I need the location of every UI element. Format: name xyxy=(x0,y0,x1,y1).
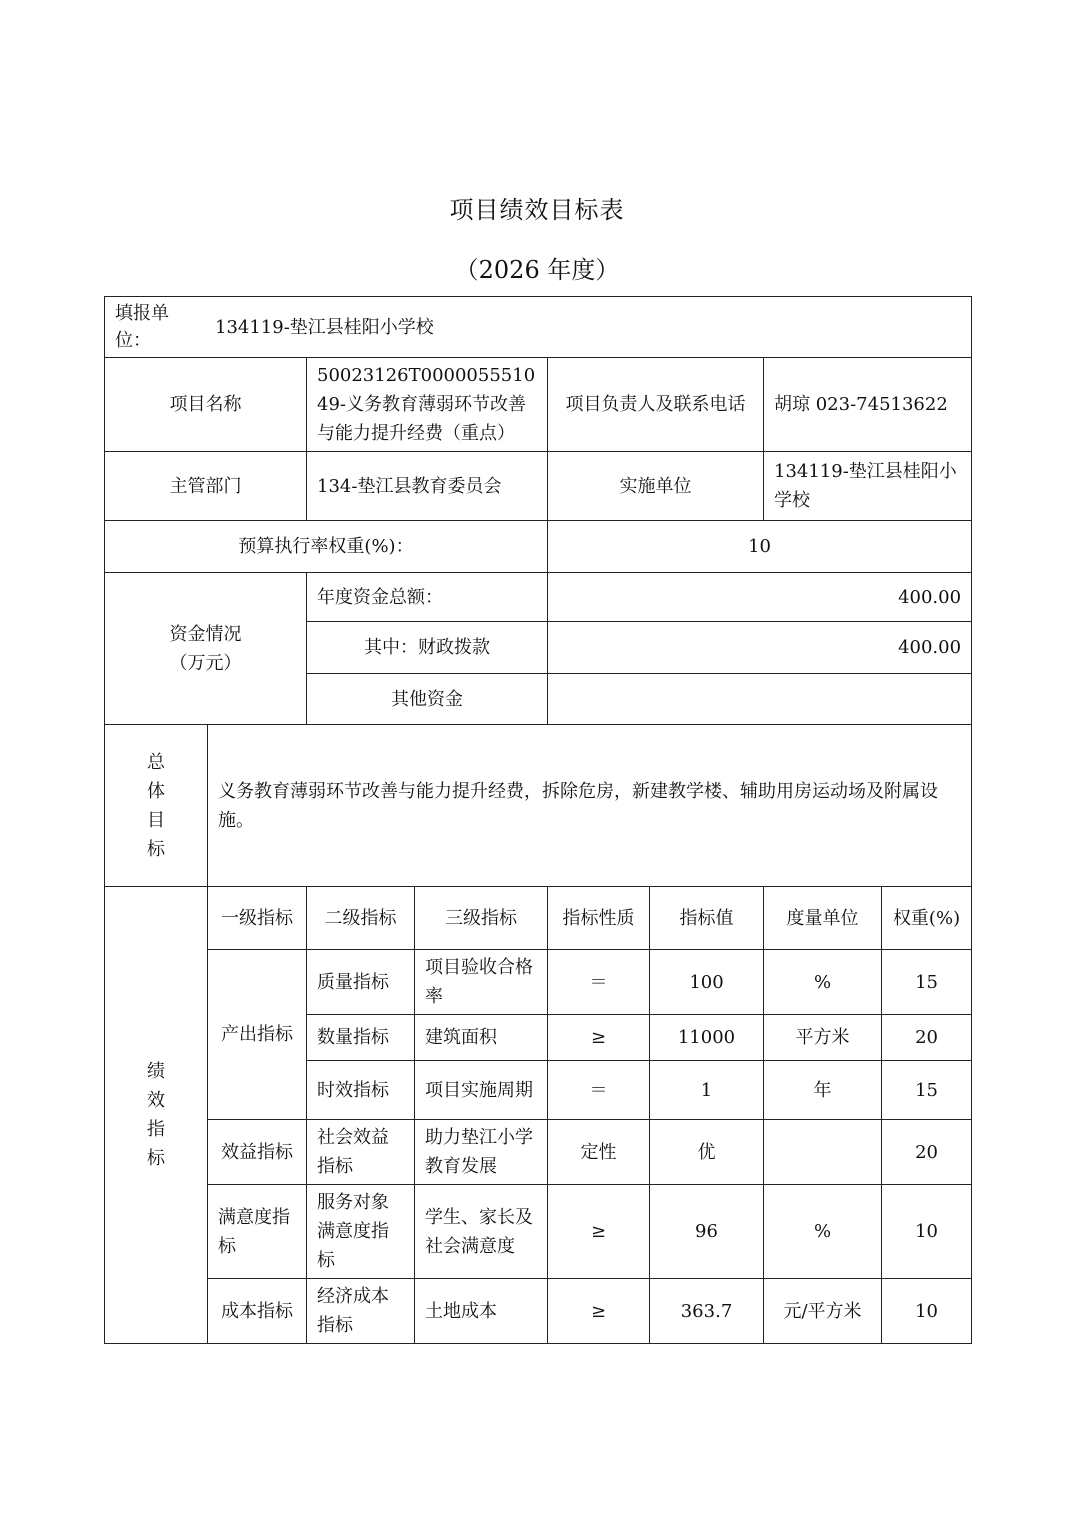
row-nature: ≥ xyxy=(548,1185,650,1279)
row-weight: 10 xyxy=(882,1185,972,1279)
header-value: 指标值 xyxy=(650,887,764,950)
row-nature: ＝ xyxy=(548,1061,650,1120)
row-nature: ≥ xyxy=(548,1279,650,1344)
funds-label-line2: （万元） xyxy=(169,652,242,674)
group-satisfaction: 满意度指标 xyxy=(208,1185,307,1279)
indicator-header-row xyxy=(105,887,972,950)
row-value: 优 xyxy=(650,1120,764,1185)
row-nature: ＝ xyxy=(548,950,650,1015)
page-title: 项目绩效目标表 xyxy=(449,196,625,224)
header-level1: 一级指标 xyxy=(208,887,307,950)
table-row xyxy=(105,1185,972,1279)
project-contact-value: 胡琼 023-74513622 xyxy=(764,358,972,452)
goal-label-char: 目 xyxy=(147,809,165,831)
indicators-label-char: 效 xyxy=(147,1090,165,1111)
group-cost: 成本指标 xyxy=(208,1279,307,1344)
table-row xyxy=(105,1120,972,1185)
project-contact-label: 项目负责人及联系电话 xyxy=(548,358,764,452)
funds-fiscal-label: 其中：财政拨款 xyxy=(307,622,548,674)
row-level2: 数量指标 xyxy=(307,1015,415,1061)
unit-label: 填报单位： xyxy=(115,303,169,351)
row-unit: 元/平方米 xyxy=(764,1279,882,1344)
indicators-label xyxy=(105,887,208,1344)
performance-goal-table xyxy=(104,296,972,1344)
unit-cell xyxy=(105,297,972,358)
funds-total-label: 年度资金总额： xyxy=(307,573,548,622)
row-nature: 定性 xyxy=(548,1120,650,1185)
impl-unit-value: 134119-垫江县桂阳小学校 xyxy=(764,452,972,521)
row-level2: 经济成本指标 xyxy=(307,1279,415,1344)
row-weight: 15 xyxy=(882,950,972,1015)
header-level2: 二级指标 xyxy=(307,887,415,950)
budget-rate-row xyxy=(105,521,972,573)
dept-row xyxy=(105,452,972,521)
row-level3: 助力垫江小学教育发展 xyxy=(415,1120,548,1185)
group-benefit: 效益指标 xyxy=(208,1120,307,1185)
row-weight: 15 xyxy=(882,1061,972,1120)
project-name-label: 项目名称 xyxy=(105,358,307,452)
row-weight: 10 xyxy=(882,1279,972,1344)
dept-label: 主管部门 xyxy=(105,452,307,521)
funds-other-label: 其他资金 xyxy=(307,674,548,725)
table-row xyxy=(105,1279,972,1344)
goal-text: 义务教育薄弱环节改善与能力提升经费，拆除危房，新建教学楼、辅助用房运动场及附属设施。 xyxy=(208,725,972,887)
goal-label-char: 总 xyxy=(147,751,165,773)
goal-label xyxy=(105,725,208,887)
funds-other-value xyxy=(548,674,972,725)
row-level3: 项目实施周期 xyxy=(415,1061,548,1120)
funds-total-value: 400.00 xyxy=(548,573,972,622)
page-year: （2026 年度） xyxy=(454,256,620,284)
row-level2: 服务对象满意度指标 xyxy=(307,1185,415,1279)
funds-fiscal-value: 400.00 xyxy=(548,622,972,674)
row-unit: 年 xyxy=(764,1061,882,1120)
row-weight: 20 xyxy=(882,1120,972,1185)
row-unit xyxy=(764,1120,882,1185)
unit-value: 134119-垫江县桂阳小学校 xyxy=(215,316,434,338)
row-value: 363.7 xyxy=(650,1279,764,1344)
indicators-label-char: 绩 xyxy=(147,1061,165,1082)
budget-rate-value: 10 xyxy=(548,521,972,573)
row-value: 96 xyxy=(650,1185,764,1279)
unit-row xyxy=(105,297,972,358)
row-level3: 项目验收合格率 xyxy=(415,950,548,1015)
row-level3: 建筑面积 xyxy=(415,1015,548,1061)
header-level3: 三级指标 xyxy=(415,887,548,950)
goal-label-char: 标 xyxy=(147,838,165,860)
row-level3: 学生、家长及社会满意度 xyxy=(415,1185,548,1279)
row-level2: 社会效益指标 xyxy=(307,1120,415,1185)
impl-unit-label: 实施单位 xyxy=(548,452,764,521)
header-unit: 度量单位 xyxy=(764,887,882,950)
row-level2: 质量指标 xyxy=(307,950,415,1015)
header-weight: 权重(%) xyxy=(882,887,972,950)
funds-label-line1: 资金情况 xyxy=(169,623,242,645)
funds-label xyxy=(105,573,307,725)
group-output: 产出指标 xyxy=(208,950,307,1120)
row-level2: 时效指标 xyxy=(307,1061,415,1120)
row-value: 11000 xyxy=(650,1015,764,1061)
row-nature: ≥ xyxy=(548,1015,650,1061)
row-level3: 土地成本 xyxy=(415,1279,548,1344)
dept-value: 134-垫江县教育委员会 xyxy=(307,452,548,521)
goal-row xyxy=(105,725,972,887)
indicators-label-char: 标 xyxy=(147,1148,165,1169)
goal-label-char: 体 xyxy=(147,780,165,802)
row-value: 1 xyxy=(650,1061,764,1120)
row-unit: 平方米 xyxy=(764,1015,882,1061)
indicators-label-char: 指 xyxy=(147,1119,165,1140)
budget-rate-label: 预算执行率权重(%)： xyxy=(105,521,548,573)
funds-total-row xyxy=(105,573,972,622)
row-weight: 20 xyxy=(882,1015,972,1061)
row-unit: % xyxy=(764,1185,882,1279)
table-row xyxy=(105,950,972,1015)
row-value: 100 xyxy=(650,950,764,1015)
project-name-value: 50023126T000005551049-义务教育薄弱环节改善与能力提升经费（重点） xyxy=(307,358,548,452)
header-nature: 指标性质 xyxy=(548,887,650,950)
project-row xyxy=(105,358,972,452)
row-unit: % xyxy=(764,950,882,1015)
